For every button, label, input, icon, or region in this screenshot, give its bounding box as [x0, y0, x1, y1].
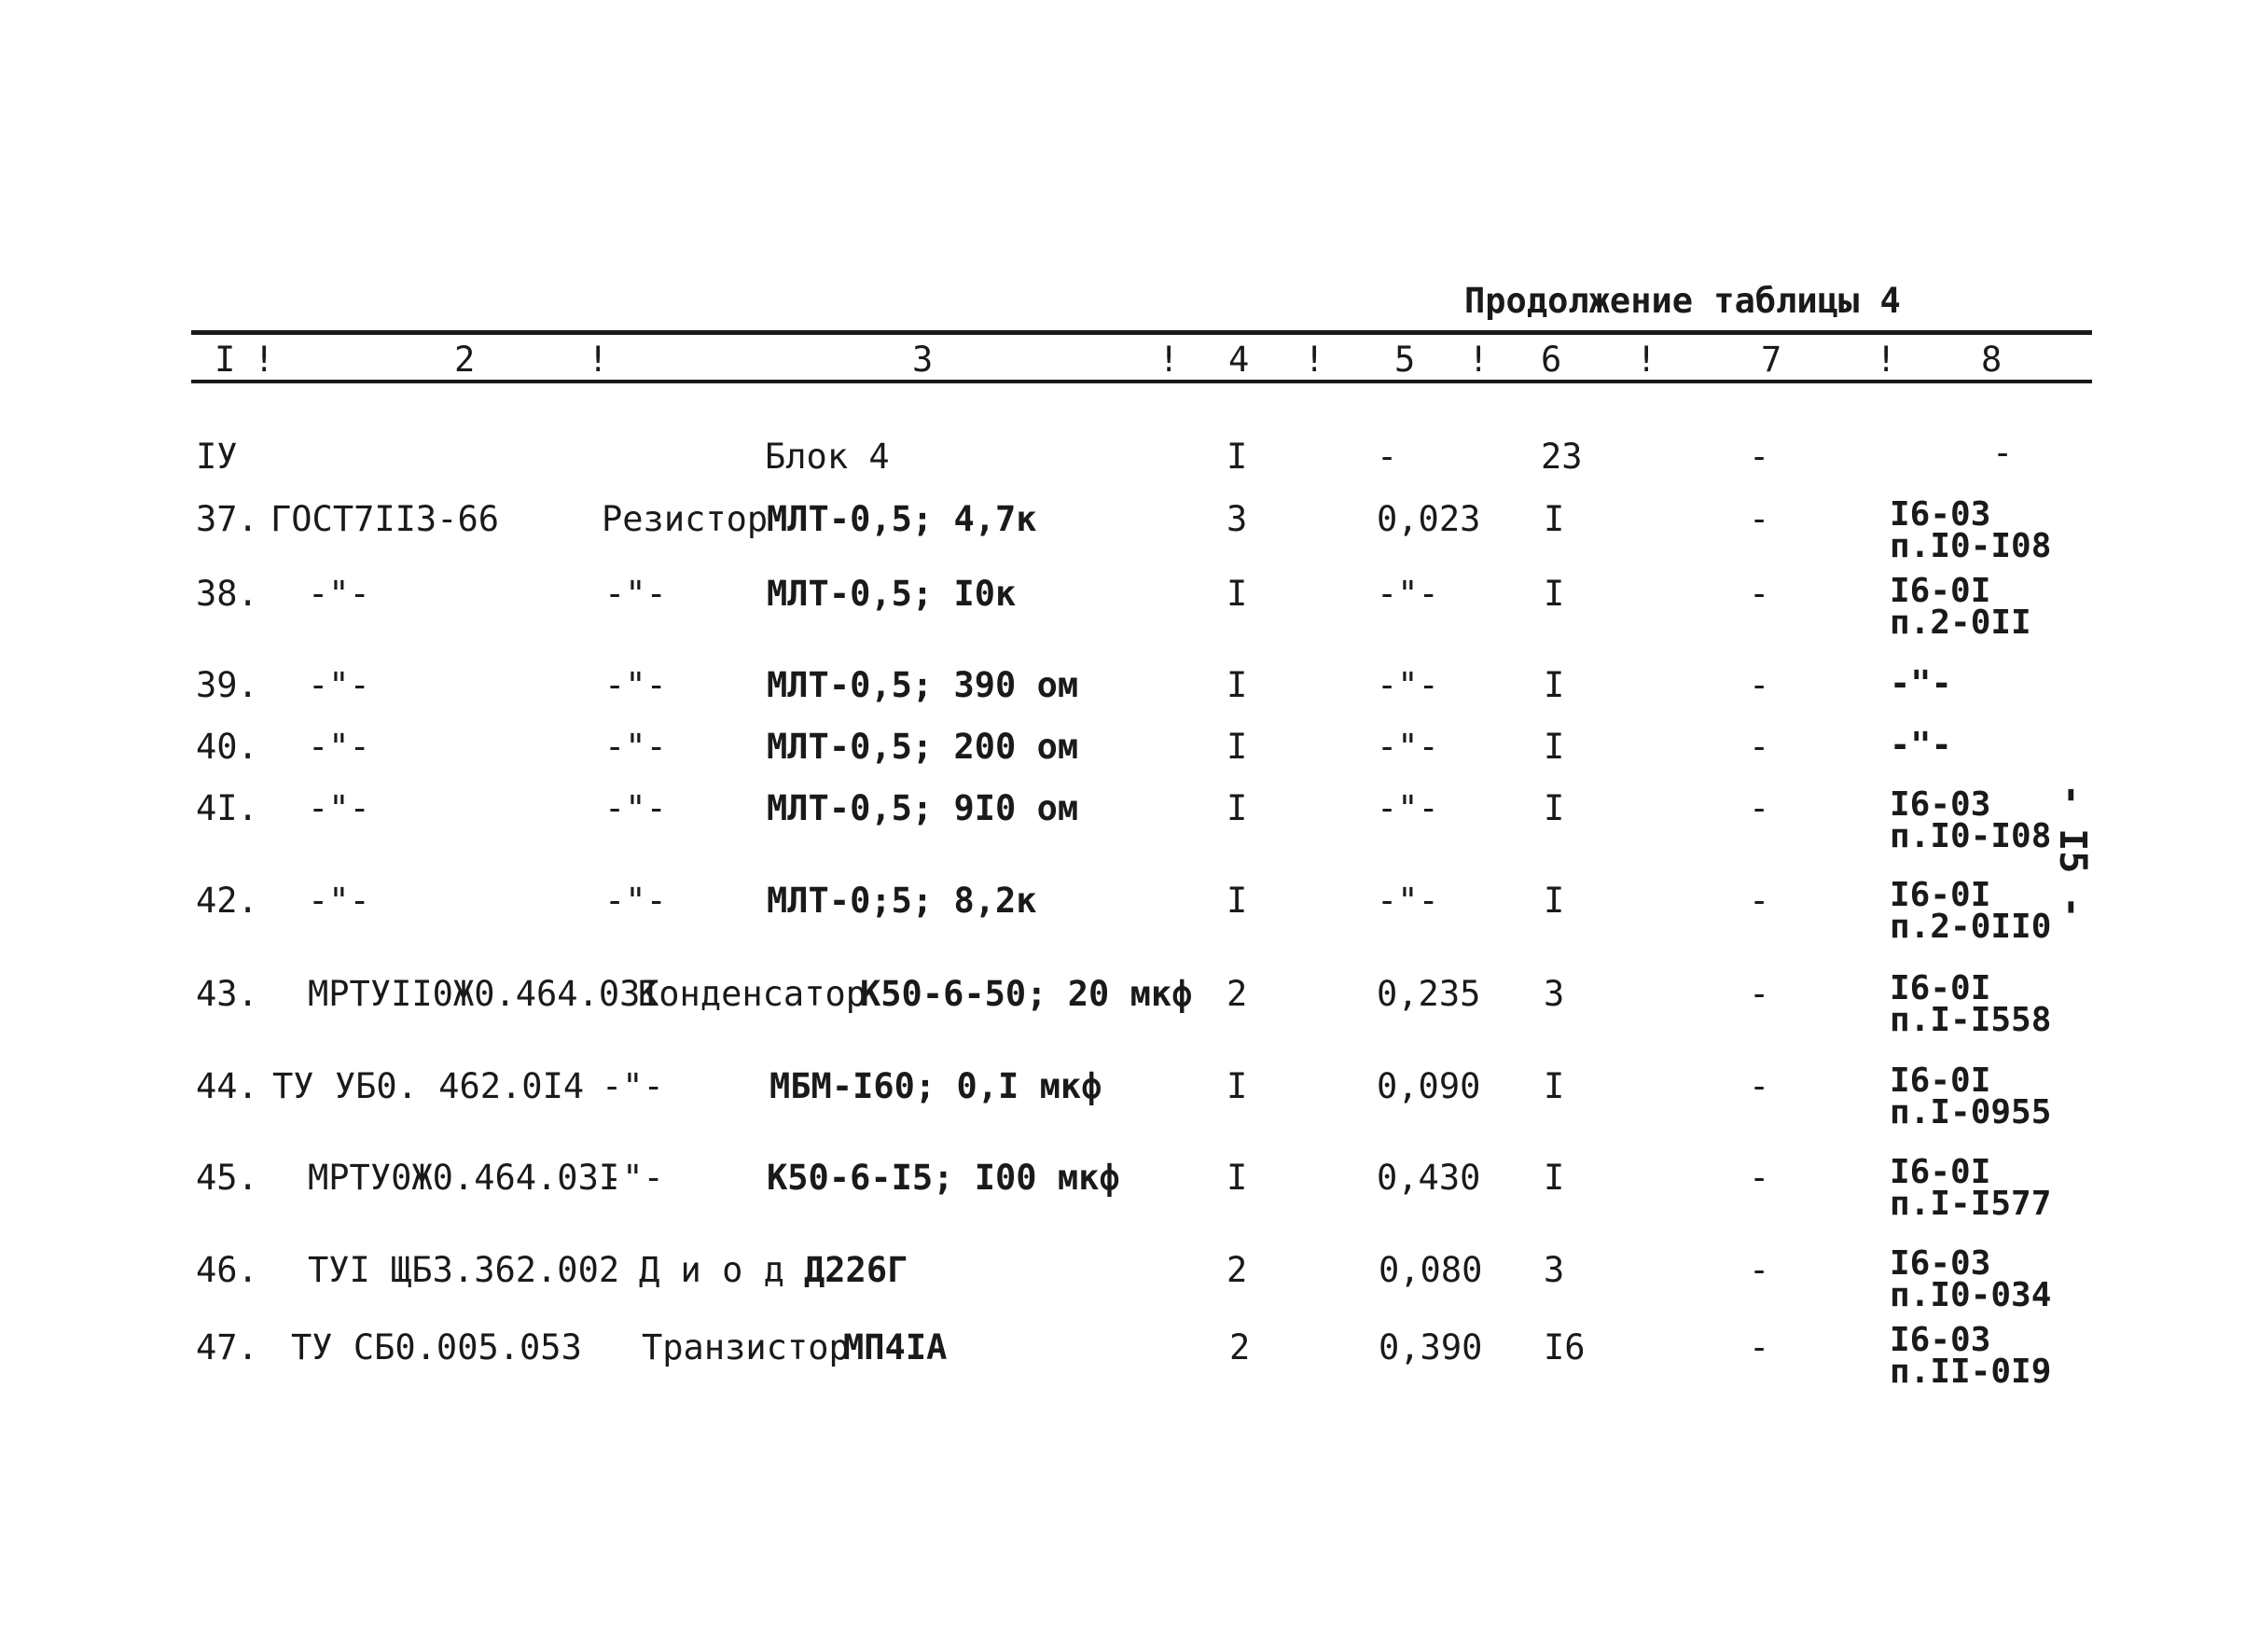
group-title: Блок 4	[765, 437, 890, 477]
row-number: 42.	[196, 881, 258, 921]
row-number: 43.	[196, 974, 258, 1014]
row-type: Резистор	[602, 499, 769, 539]
row-col7: -	[1749, 727, 1770, 767]
row-number: 37.	[196, 499, 258, 539]
row-type: -"-	[604, 574, 667, 614]
col-separator: !	[1468, 340, 1490, 380]
col-separator: !	[1876, 340, 1897, 380]
row-type: -"-	[604, 665, 667, 705]
row-col6: I	[1544, 788, 1565, 828]
row-spec: К50-6-I5; I00 мкф	[767, 1158, 1120, 1198]
row-ref-item: п.II-0I9	[1890, 1353, 2052, 1391]
row-ref-item: п.I0-I08	[1890, 817, 2052, 855]
row-col5: 0,023	[1377, 499, 1481, 539]
row-ref-code: I6-03	[1890, 785, 1991, 824]
row-col7: -	[1749, 881, 1770, 921]
row-qty: I	[1227, 727, 1248, 767]
row-number: 38.	[196, 574, 258, 614]
row-ref-code: I6-0I	[1890, 1153, 1991, 1191]
table-continuation-title: Продолжение таблицы 4	[1464, 281, 1901, 321]
row-col6: I	[1544, 1158, 1565, 1198]
row-spec: МЛТ-0,5; 200 ом	[767, 727, 1079, 767]
row-col7: -	[1749, 499, 1770, 539]
row-spec: МЛТ-0,5; 9I0 ом	[767, 788, 1079, 828]
row-number: 4I.	[196, 788, 258, 828]
row-col5: -"-	[1377, 788, 1439, 828]
row-qty: 2	[1227, 974, 1248, 1014]
row-standard: ГОСТ7II3-66	[270, 499, 500, 539]
row-col5: 0,390	[1379, 1327, 1483, 1367]
row-type: -"-	[602, 1158, 664, 1198]
row-ref-item: п.I-I558	[1890, 1001, 2052, 1039]
row-standard: -"-	[308, 881, 370, 921]
col-separator: !	[1636, 340, 1657, 380]
row-ref-code: -"-	[1890, 725, 1952, 765]
row-spec: МЛТ-0,5; 390 ом	[767, 665, 1079, 705]
row-col5: 0,080	[1379, 1250, 1483, 1290]
row-number: 39.	[196, 665, 258, 705]
group-col8: -	[1992, 433, 2014, 473]
row-col5: -"-	[1377, 665, 1439, 705]
row-standard: ТУ УБ0. 462.0I4	[272, 1066, 585, 1106]
row-ref-item: п.2-0II	[1890, 604, 2031, 642]
group-col5: -	[1377, 437, 1398, 477]
row-standard: -"-	[308, 727, 370, 767]
row-spec: МЛТ-0;5; 8,2к	[767, 881, 1037, 921]
row-col6: 3	[1544, 974, 1565, 1014]
row-ref-code: I6-0I	[1890, 572, 1991, 610]
col-header-6: 6	[1541, 340, 1562, 380]
row-col5: 0,430	[1377, 1158, 1481, 1198]
row-ref-code: I6-0I	[1890, 876, 1991, 914]
col-separator: !	[1158, 340, 1180, 380]
col-header-1: I	[215, 340, 236, 380]
row-col7: -	[1749, 974, 1770, 1014]
col-separator: !	[254, 340, 275, 380]
row-spec: К50-6-50; 20 мкф	[860, 974, 1193, 1014]
row-col5: -"-	[1377, 881, 1439, 921]
row-ref-code: I6-03	[1890, 1321, 1991, 1359]
row-type: Конденсатор	[638, 974, 867, 1014]
row-spec: МЛТ-0,5; I0к	[767, 574, 1017, 614]
col-separator: !	[1304, 340, 1325, 380]
row-number: 40.	[196, 727, 258, 767]
col-header-7: 7	[1761, 340, 1782, 380]
row-col6: I	[1544, 727, 1565, 767]
group-number: IУ	[196, 437, 238, 477]
row-col7: -	[1749, 1327, 1770, 1367]
row-qty: I	[1227, 1066, 1248, 1106]
row-qty: 2	[1227, 1250, 1248, 1290]
row-ref-code: I6-03	[1890, 1244, 1991, 1283]
group-col7: -	[1749, 437, 1770, 477]
row-col6: I	[1544, 665, 1565, 705]
row-spec: МЛТ-0,5; 4,7к	[767, 499, 1037, 539]
row-type: -"-	[604, 727, 667, 767]
row-spec: Д226Г	[804, 1250, 908, 1290]
row-qty: 2	[1229, 1327, 1251, 1367]
row-qty: I	[1227, 881, 1248, 921]
row-col7: -	[1749, 1250, 1770, 1290]
row-ref-item: п.2-0II0	[1890, 908, 2052, 946]
row-ref-item: п.I0-034	[1890, 1276, 2052, 1314]
col-header-2: 2	[454, 340, 476, 380]
row-number: 45.	[196, 1158, 258, 1198]
header-bottom-rule	[191, 380, 2092, 383]
col-header-5: 5	[1394, 340, 1416, 380]
row-standard: ТУ СБ0.005.053	[291, 1327, 582, 1367]
row-col5: -"-	[1377, 574, 1439, 614]
row-qty: I	[1227, 1158, 1248, 1198]
row-ref-code: -"-	[1890, 663, 1952, 703]
row-qty: I	[1227, 665, 1248, 705]
row-spec: МБМ-I60; 0,I мкф	[769, 1066, 1102, 1106]
row-standard: -"-	[308, 788, 370, 828]
group-col6: 23	[1541, 437, 1583, 477]
row-qty: I	[1227, 574, 1248, 614]
row-qty: 3	[1227, 499, 1248, 539]
row-ref-code: I6-0I	[1890, 969, 1991, 1007]
row-col7: -	[1749, 1158, 1770, 1198]
row-col6: I	[1544, 881, 1565, 921]
row-col5: -"-	[1377, 727, 1439, 767]
row-col7: -	[1749, 665, 1770, 705]
col-header-8: 8	[1981, 340, 2003, 380]
row-col6: I	[1544, 574, 1565, 614]
row-ref-item: п.I-I577	[1890, 1185, 2052, 1223]
col-header-3: 3	[912, 340, 934, 380]
page-number: - I5 -	[2051, 784, 2094, 919]
row-ref-item: п.I0-I08	[1890, 527, 2052, 565]
row-col6: I	[1544, 499, 1565, 539]
row-type: -"-	[604, 788, 667, 828]
row-col6: I	[1544, 1066, 1565, 1106]
row-number: 46.	[196, 1250, 258, 1290]
row-col5: 0,235	[1377, 974, 1481, 1014]
col-separator: !	[588, 340, 609, 380]
row-standard: ТУI ЩБ3.362.002	[308, 1250, 620, 1290]
row-ref-code: I6-0I	[1890, 1062, 1991, 1100]
row-col5: 0,090	[1377, 1066, 1481, 1106]
row-standard: МРТУII0Ж0.464.03I	[308, 974, 661, 1014]
row-standard: МРТУ0Ж0.464.03I	[308, 1158, 620, 1198]
row-col6: I6	[1544, 1327, 1586, 1367]
header-top-rule	[191, 330, 2092, 335]
row-qty: I	[1227, 788, 1248, 828]
row-spec: МП4IА	[843, 1327, 948, 1367]
col-header-4: 4	[1228, 340, 1250, 380]
group-qty: I	[1227, 437, 1248, 477]
row-ref-item: п.I-0955	[1890, 1093, 2052, 1131]
row-type: Транзистор	[642, 1327, 850, 1367]
row-type: -"-	[602, 1066, 664, 1106]
row-type: -"-	[604, 881, 667, 921]
row-number: 44.	[196, 1066, 258, 1106]
row-type: Д и о д	[639, 1250, 784, 1290]
row-col7: -	[1749, 574, 1770, 614]
row-standard: -"-	[308, 574, 370, 614]
row-col7: -	[1749, 1066, 1770, 1106]
row-col7: -	[1749, 788, 1770, 828]
row-standard: -"-	[308, 665, 370, 705]
row-col6: 3	[1544, 1250, 1565, 1290]
row-number: 47.	[196, 1327, 258, 1367]
row-ref-code: I6-03	[1890, 495, 1991, 534]
